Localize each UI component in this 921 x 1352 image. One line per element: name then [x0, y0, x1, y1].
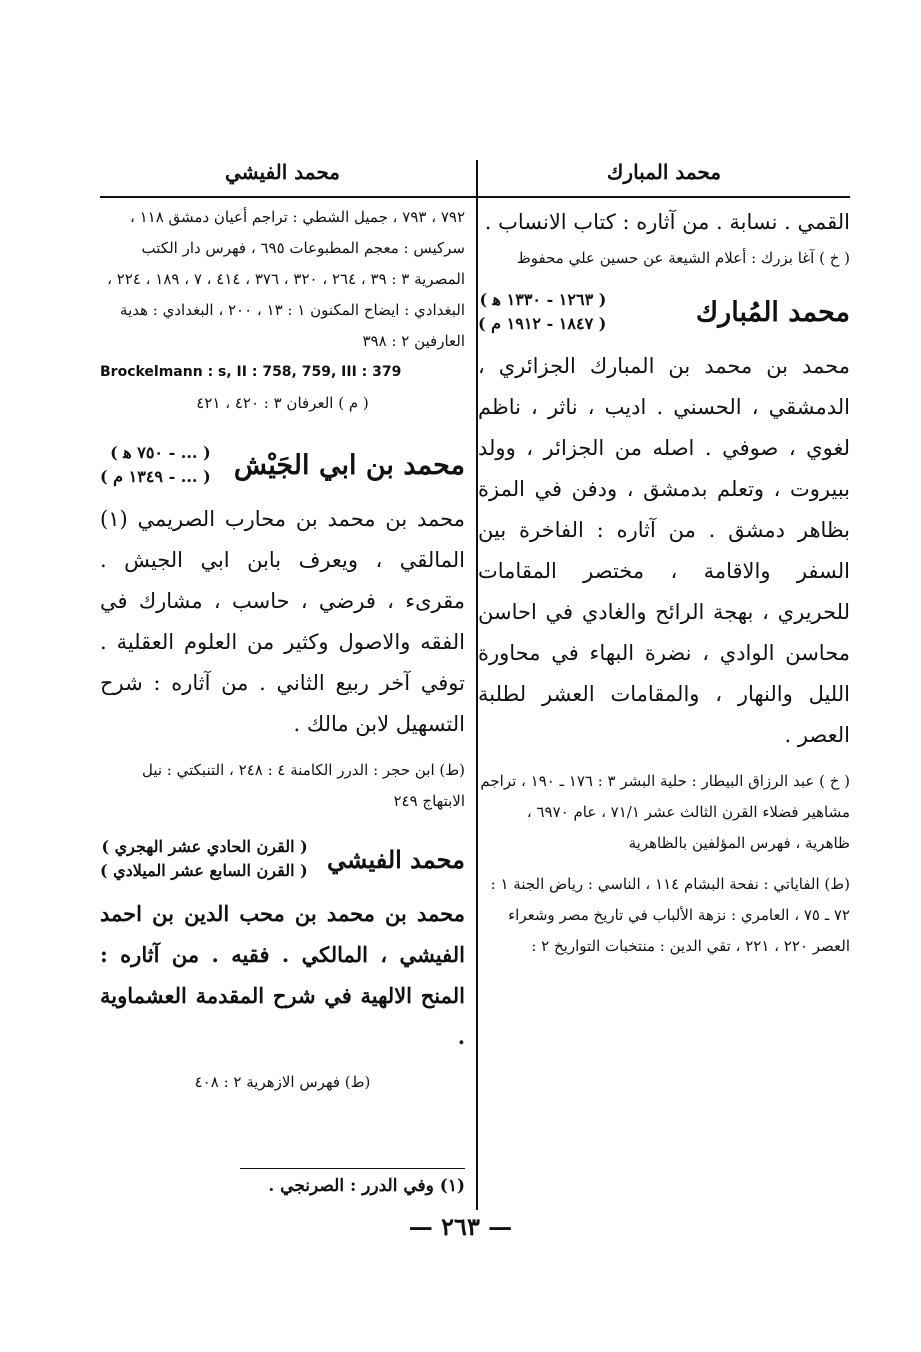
column-divider [476, 160, 478, 1210]
entry-ref-manuscript-mubarak: ( خ ) عبد الرزاق البيطار : حلية البشر ٣ : ١٧٦ ـ ١٩٠ ، تراجم مشاهير فضلاء القرن الثالث عشر ٧١/١ ، عام ٦٩٧٠ ، ظاهرية ، فهرس المؤلفين بالظاهرية [480, 772, 850, 852]
left-column [100, 150, 465, 1098]
latin-reference: Brockelmann : s, II : 758, 759, III : 379 [100, 364, 402, 380]
right-column-header: محمد المبارك [606, 160, 722, 184]
footnote-divider [240, 1168, 465, 1169]
entry-name-fishi: محمد الفيشي [327, 844, 465, 874]
entry-heading-abi-al-jaysh [100, 441, 465, 489]
entry-dates-fishi [100, 835, 308, 883]
entry-dates-gregorian: ( القرن السابع عشر الميلادي ) [100, 861, 308, 880]
right-continuation-text: القمي . نسابة . من آثاره : كتاب الانساب . [484, 210, 850, 234]
entry-name-mubarak: محمد المُبارك [695, 296, 850, 328]
entry-dates-hijri: ( ... - ٧٥٠ ﻫ ) [110, 443, 211, 462]
entry-dates-gregorian: ( ... - ١٣٤٩ م ) [100, 467, 211, 486]
entry-name-abi-al-jaysh: محمد بن ابي الجَيْش [233, 449, 465, 481]
left-column-header: محمد الفيشي [225, 160, 340, 184]
entry-ref-abi-al-jaysh: (ط) ابن حجر : الدرر الكامنة ٤ : ٢٤٨ ، التنبكتي : نيل الابتهاج ٢٤٩ [141, 761, 465, 810]
entry-heading-mubarak [478, 288, 850, 336]
left-continuation-refs: ٧٩٢ ، ٧٩٣ ، جميل الشطي : تراجم أعيان دمشق ١١٨ ، سركيس : معجم المطبوعات ٦٩٥ ، فهرس دار الكتب المصرية ٣ : ٣٩ ، ٢٦٤ ، ٣٢٠ ، ٣٧٦ ، ٤١٤ ، ٧ ، ١٨٩ ، ٢٢٤ ، البغدادي : ايضاح المكنون ١ : ١٣ ، ٢٠٠ ، البغدادي : هدية العارفين ٢ : ٣٩٨ [107, 208, 465, 350]
page-number: — ٢٦٣ — [408, 1212, 513, 1241]
entry-heading-fishi [100, 835, 465, 883]
entry-ref-printed-mubarak: (ط) الفاياتي : نفحة البشام ١١٤ ، الناسي : رياض الجنة ١ : ٧٢ ـ ٧٥ ، العامري : نزهة الألباب في تاريخ مصر وشعراء العصر ٢٢٠ ، ٢٢١ ، تقي الدين : منتخبات التواريخ ٢ : [490, 875, 850, 955]
header-divider-right [478, 196, 850, 198]
entry-body-abi-al-jaysh: محمد بن محمد بن محارب الصريمي (١) المالقي ، ويعرف بابن ابي الجيش . مقرىء ، فرضي ، حاسب ، مشارك في الفقه والاصول وكثير من العلوم العقلية . توفي آخر ربيع الثاني . من آثاره : شرح التسهيل لابن مالك . [100, 507, 465, 736]
left-continuation-ref-end: ( م ) العرفان ٣ : ٤٢٠ ، ٤٢١ [196, 394, 369, 412]
header-divider-left [100, 196, 478, 198]
entry-dates-mubarak [478, 288, 606, 336]
right-column [478, 150, 850, 962]
footnote: (١) وفي الدرر : الصرنجي . [268, 1176, 465, 1196]
entry-dates-hijri: ( القرن الحادي عشر الهجري ) [101, 837, 308, 856]
entry-body-mubarak: محمد بن محمد بن المبارك الجزائري ، الدمشقي ، الحسني . اديب ، ناثر ، ناظم لغوي ، صوفي . اصله من الجزائر ، وولد ببيروت ، وتعلم بدمشق ، ودفن في المزة بظاهر دمشق . من آثاره : الفاخرة بين السفر والاقامة ، مختصر المقامات للحريري ، بهجة الرائح والغادي في احاسن محاسن الوادي ، نضرة البهاء في محاورة الليل والنهار ، والمقامات العشر لطلبة العصر . [478, 354, 850, 747]
entry-body-fishi: محمد بن محمد بن محب الدين بن احمد الفيشي ، المالكي . فقيه . من آثاره : المنح الالهية في شرح المقدمة العشماوية . [100, 901, 465, 1049]
entry-ref-fishi: (ط) فهرس الازهرية ٢ : ٤٠٨ [194, 1073, 371, 1091]
entry-dates-abi-al-jaysh [100, 441, 211, 489]
entry-dates-gregorian: ( ١٨٤٧ - ١٩١٢ م ) [478, 314, 607, 333]
entry-dates-hijri: ( ١٢٦٣ - ١٣٣٠ ﻫ ) [479, 290, 607, 309]
right-continuation-ref: ( خ ) آغا بزرك : أعلام الشيعة عن حسين علي محفوظ [516, 249, 850, 267]
